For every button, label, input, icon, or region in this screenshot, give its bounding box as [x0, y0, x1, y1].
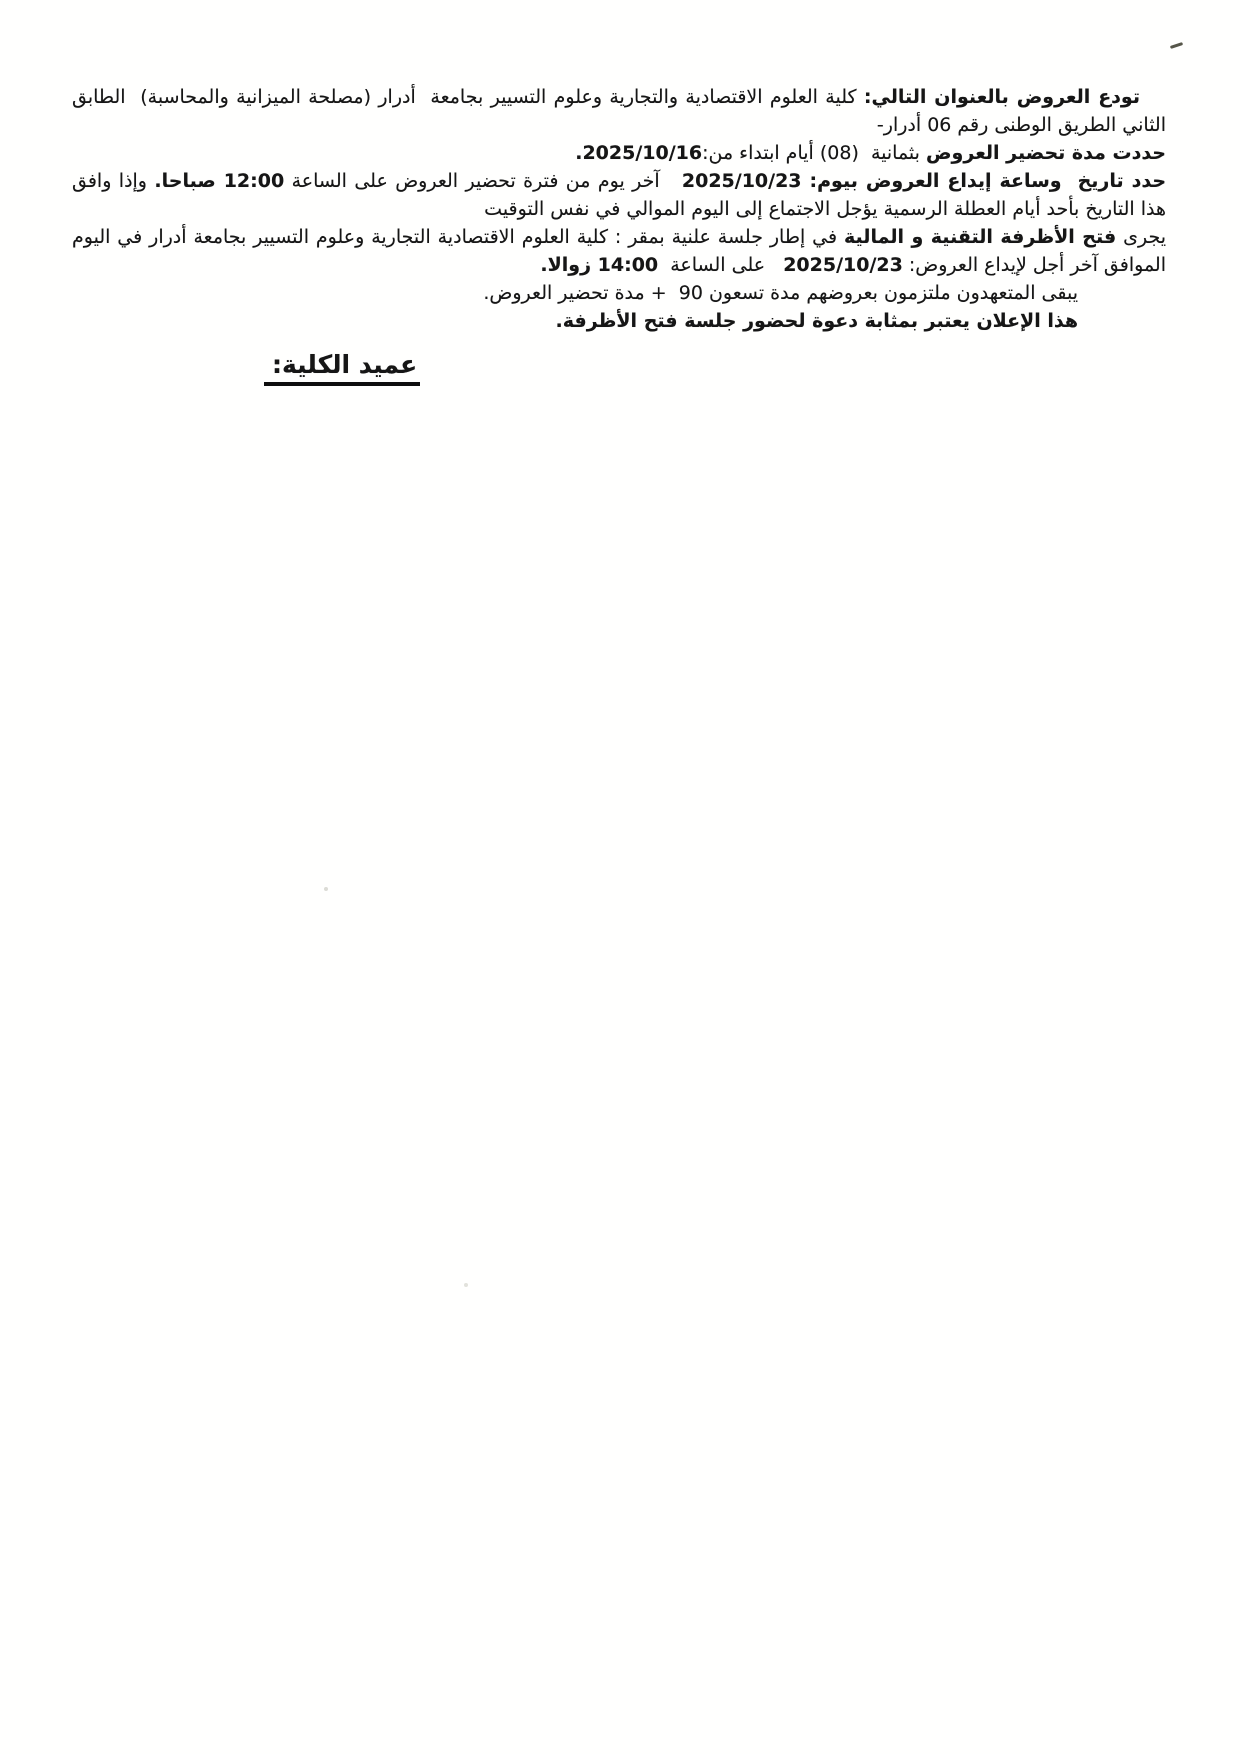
offers-submission-address	[72, 83, 1166, 139]
text-segment: كلية العلوم الاقتصادية والتجارية وعلوم التسيير بجامعة أدرار (مصلحة الميزانية والمحاسبة) الطابق الثاني الطريق الوطنى رقم 06 أدرار-	[72, 86, 1166, 136]
text-segment: يبقى المتعهدون ملتزمون بعروضهم مدة تسعون 90 + مدة تحضير العروض.	[483, 282, 1078, 304]
text-segment: تودع العروض بالعنوان التالي:	[863, 86, 1140, 108]
text-segment: هذا الإعلان يعتبر بمثابة دعوة لحضور جلسة فتح الأظرفة.	[555, 310, 1078, 332]
text-segment: 14:00 زوالا.	[540, 254, 659, 276]
envelopes-opening-session	[72, 223, 1166, 279]
text-segment: بثمانية (08) أيام ابتداء من:	[702, 142, 926, 164]
opening-session-invitation-note	[72, 307, 1078, 335]
text-segment: آخر يوم من فترة تحضير العروض على الساعة	[284, 170, 682, 192]
text-segment: 2025/10/23	[681, 170, 802, 192]
text-segment: وإذا وافق هذا التاريخ بأحد أيام العطلة الرسمية يؤجل الاجتماع إلى اليوم الموالي في نفس التوقيت	[72, 170, 1166, 220]
scan-dust-artifact	[464, 1283, 468, 1287]
text-segment: على الساعة	[658, 254, 784, 276]
text-segment: 2025/10/16.	[575, 142, 703, 164]
text-segment: حددت مدة تحضير العروض	[926, 142, 1166, 164]
scan-speck-artifact	[1170, 42, 1183, 49]
text-segment: في إطار جلسة علنية بمقر : كلية العلوم الاقتصادية التجارية وعلوم التسيير بجامعة أدرار في اليوم الموافق آخر أجل لإيداع العروض:	[72, 226, 1166, 276]
offers-preparation-period	[72, 139, 1166, 167]
dean-signature-line	[264, 349, 420, 386]
deposit-date-and-time	[72, 167, 1166, 223]
offers-validity-period	[72, 279, 1078, 307]
dean-title-label: عميد الكلية:	[264, 349, 420, 386]
text-segment: يجرى	[1116, 226, 1166, 248]
text-segment: 2025/10/23	[783, 254, 903, 276]
scan-dust-artifact	[324, 887, 328, 891]
announcement-text-block	[72, 83, 1166, 335]
text-segment: فتح الأظرفة التقنية و المالية	[844, 226, 1117, 248]
text-segment: حدد تاريخ وساعة إيداع العروض بيوم:	[801, 170, 1167, 192]
text-segment: 12:00 صباحا.	[154, 170, 285, 192]
